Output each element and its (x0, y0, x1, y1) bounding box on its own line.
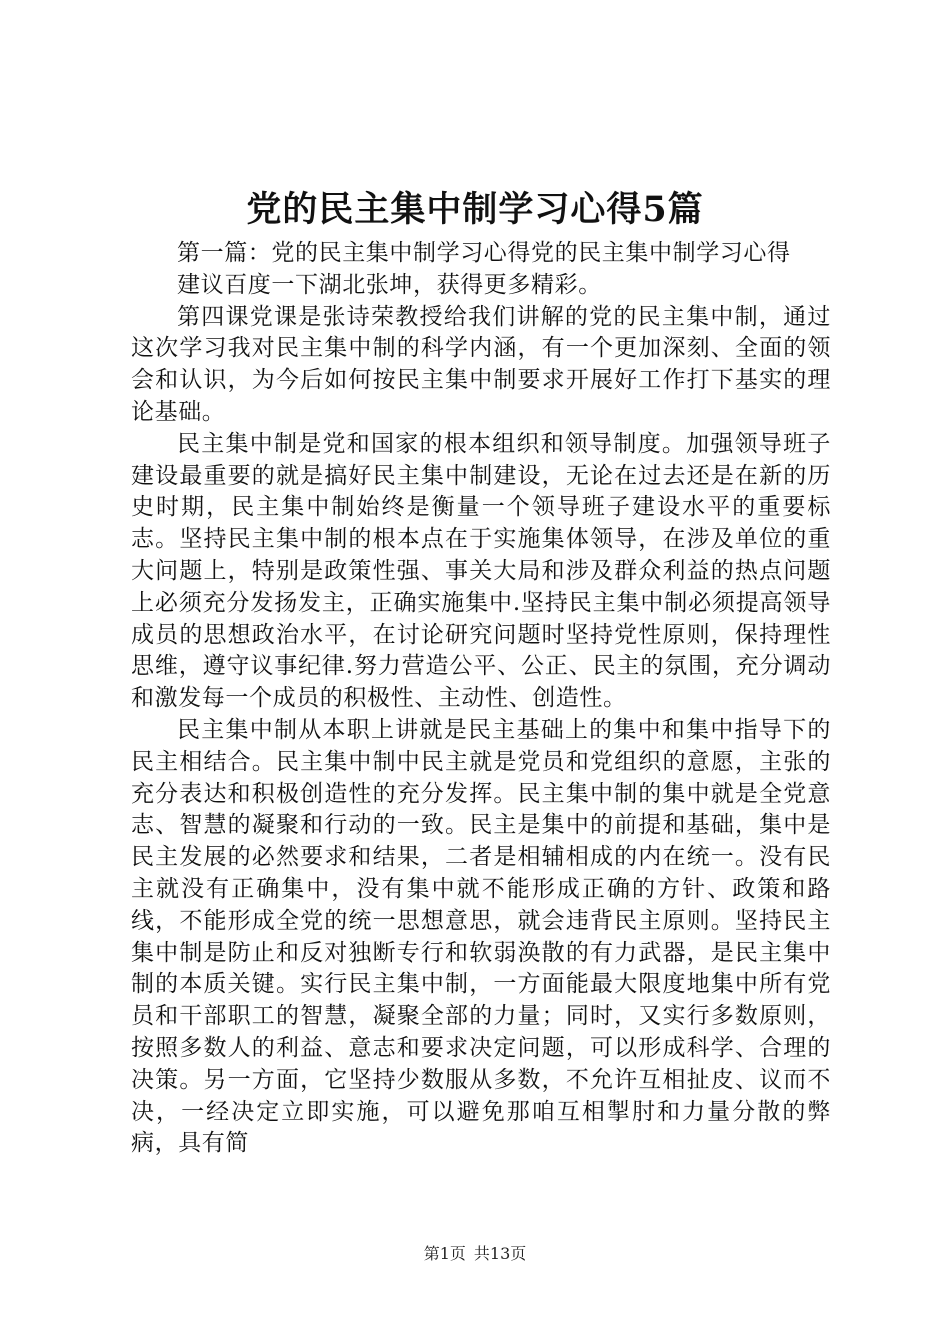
paragraph: 民主集中制是党和国家的根本组织和领导制度。加强领导班子建设最重要的就是搞好民主集中制建设，无论在过去还是在新的历史时期，民主集中制始终是衡量一个领导班子建设水平的重要标志。坚持民主集中制的根本点在于实施集体领导，在涉及单位的重大问题上，特别是政策性强、事关大局和涉及群众利益的热点问题上必须充分发扬发主，正确实施集中.坚持民主集中制必须提高领导成员的思想政治水平，在讨论研究问题时坚持党性原则，保持理性思维，遵守议事纪律.努力营造公平、公正、民主的氛围，充分调动和激发每一个成员的积极性、主动性、创造性。 (131, 430, 831, 712)
paragraph-heading: 第一篇：党的民主集中制学习心得党的民主集中制学习心得 (177, 240, 791, 266)
paragraph-note: 建议百度一下湖北张坤，获得更多精彩。 (177, 271, 602, 298)
document-title: 党的民主集中制学习心得5篇 (246, 189, 704, 230)
paragraph: 第四课党课是张诗荣教授给我们讲解的党的民主集中制，通过这次学习我对民主集中制的科学内涵，有一个更加深刻、全面的领会和认识，为今后如何按民主集中制要求开展好工作打下基实的理论基础。 (131, 303, 831, 425)
paragraph: 民主集中制从本职上讲就是民主基础上的集中和集中指导下的民主相结合。民主集中制中民主就是党员和党组织的意愿，主张的充分表达和积极创造性的充分发挥。民主集中制的集中就是全党意志、智慧的凝聚和行动的一致。民主是集中的前提和基础，集中是民主发展的必然要求和结果，二者是相辅相成的内在统一。没有民主就没有正确集中，没有集中就不能形成正确的方针、政策和路线，不能形成全党的统一思想意思，就会违背民主原则。坚持民主集中制是防止和反对独断专行和软弱涣散的有力武器，是民主集中制的本质关键。实行民主集中制，一方面能最大限度地集中所有党员和干部职工的智慧，凝聚全部的力量；同时，又实行多数原则，按照多数人的利益、意志和要求决定问题，可以形成科学、合理的决策。另一方面，它坚持少数服从多数，不允许互相扯皮、议而不决，一经决定立即实施，可以避免那咱互相掣肘和力量分散的弊病，具有简 (131, 716, 831, 1157)
document-body (131, 238, 831, 1160)
page-total: 共13页 (473, 1244, 527, 1263)
page-footer (0, 1243, 950, 1265)
page-number: 第1页 (423, 1244, 466, 1263)
